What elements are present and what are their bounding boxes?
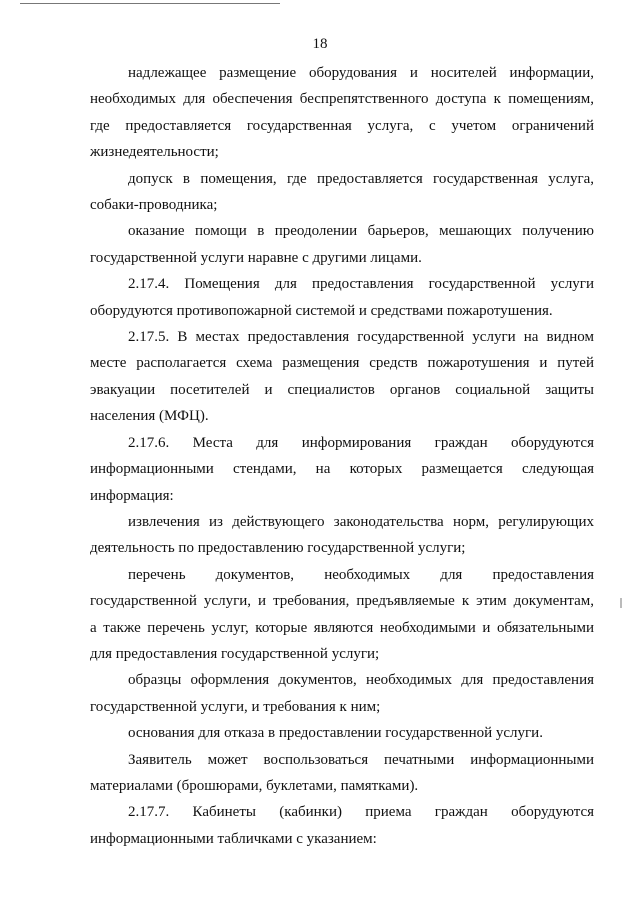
text-line: собаки-проводника; [90, 197, 218, 214]
text-line: государственной услуги, и требования к ним; [90, 698, 381, 715]
paragraph-2-17-7 [90, 799, 594, 852]
text-line: оборудуются противопожарной системой и средствами пожаротушения. [90, 302, 553, 319]
text-line: извлечения из действующего законодательства норм, регулирующих [128, 513, 594, 530]
text-line: 2.17.6. Места для информирования граждан оборудуются [128, 434, 594, 451]
paragraph-refusal-grounds [90, 720, 594, 746]
text-line: перечень документов, необходимых для предоставления [128, 566, 594, 583]
text-line: Заявитель может воспользоваться печатными информационными [128, 751, 594, 768]
text-line: информационными стендами, на которых размещается следующая [90, 461, 594, 478]
paragraph-samples [90, 667, 594, 720]
text-line: государственной услуги, и требования, предъявляемые к этим документам, [90, 593, 594, 610]
text-line: для предоставления государственной услуги; [90, 645, 380, 662]
text-line: допуск в помещения, где предоставляется государственная услуга, [128, 170, 594, 187]
page-number: 18 [312, 36, 328, 52]
text-line: основания для отказа в предоставлении государственной услуги. [128, 725, 543, 742]
text-line: информация: [90, 487, 174, 504]
document-body [90, 60, 594, 852]
text-line: материалами (брошюрами, буклетами, памятками). [90, 777, 419, 794]
paragraph-placement [90, 60, 594, 166]
paragraph-applicant [90, 747, 594, 800]
text-line: 2.17.5. В местах предоставления государственной услуги на видном [128, 329, 594, 346]
paragraph-2-17-5 [90, 324, 594, 430]
text-line: эвакуации посетителей и специалистов органов социальной защиты [90, 381, 594, 398]
scan-artifact [620, 598, 622, 608]
text-line: оказание помощи в преодолении барьеров, мешающих получению [128, 223, 594, 240]
text-line: населения (МФЦ). [90, 408, 209, 425]
text-line: месте располагается схема размещения средств пожаротушения и путей [90, 355, 594, 372]
paragraph-guide-dog [90, 166, 594, 219]
text-line: где предоставляется государственная услуга, с учетом ограничений [90, 117, 594, 134]
top-rule [20, 3, 280, 4]
text-line: надлежащее размещение оборудования и носителей информации, [128, 65, 594, 81]
paragraph-documents-list [90, 562, 594, 668]
text-line: образцы оформления документов, необходимых для предоставления [128, 672, 594, 689]
paragraph-2-17-6 [90, 430, 594, 509]
text-line: необходимых для обеспечения беспрепятственного доступа к помещениям, [90, 91, 594, 108]
paragraph-2-17-4 [90, 271, 594, 324]
paragraph-barriers [90, 218, 594, 271]
text-line: жизнедеятельности; [90, 144, 219, 161]
text-line: 2.17.4. Помещения для предоставления государственной услуги [128, 276, 594, 293]
text-line: государственной услуги наравне с другими лицами. [90, 249, 422, 266]
text-line: 2.17.7. Кабинеты (кабинки) приема граждан оборудуются [128, 804, 594, 821]
text-line: деятельность по предоставлению государственной услуги; [90, 540, 466, 557]
text-line: а также перечень услуг, которые являются необходимыми и обязательными [90, 619, 594, 636]
paragraph-legislation [90, 509, 594, 562]
text-line: информационными табличками с указанием: [90, 830, 377, 847]
